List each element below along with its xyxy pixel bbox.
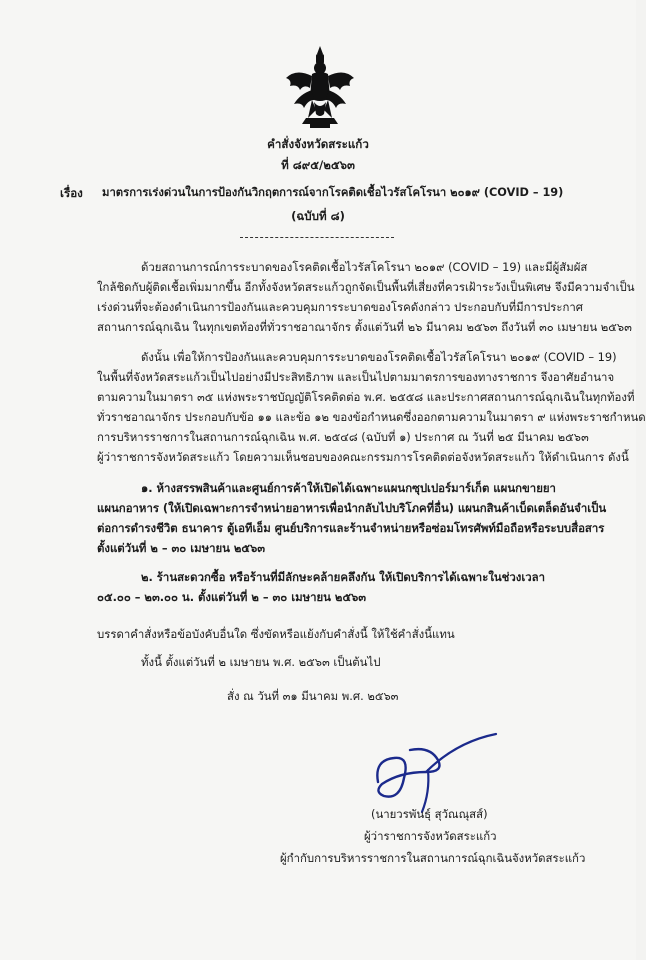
order-title: คำสั่งจังหวัดสระแก้ว bbox=[267, 137, 369, 151]
signer-position: ผู้ว่าราชการจังหวัดสระแก้ว bbox=[364, 829, 497, 843]
item-line: ๑. ห้างสรรพสินค้าและศูนย์การค้าให้เปิดได้เฉพาะแผนกซุปเปอร์มาร์เก็ต แผนกขายยา bbox=[141, 481, 556, 495]
order-date: สั่ง ณ วันที่ ๓๑ มีนาคม พ.ศ. ๒๕๖๓ bbox=[227, 689, 399, 703]
signer-name: (นายวรพันธุ์ สุวัณณุสส์) bbox=[371, 807, 488, 821]
item-line: ๐๕.๐๐ – ๒๓.๐๐ น. ตั้งแต่วันที่ ๒ – ๓๐ เมษายน ๒๕๖๓ bbox=[97, 590, 367, 604]
paragraph-line: ด้วยสถานการณ์การระบาดของโรคติดเชื้อไวรัสโคโรนา ๒๐๑๙ (COVID – 19) และมีผู้สัมผัส bbox=[141, 260, 588, 274]
item-line: ต่อการดำรงชีวิต ธนาคาร ตู้เอทีเอ็ม ศูนย์บริการและร้านจำหน่ายหรือซ่อมโทรศัพท์มือถือหรือระบบสื่อสาร bbox=[97, 521, 605, 535]
paragraph-line: สถานการณ์ฉุกเฉิน ในทุกเขตท้องที่ทั่วราชอาณาจักร ตั้งแต่วันที่ ๒๖ มีนาคม ๒๕๖๓ ถึงวันที่ ๓๐ เมษายน ๒๕๖๓ bbox=[97, 320, 632, 334]
item-line: ๒. ร้านสะดวกซื้อ หรือร้านที่มีลักษะคล้ายคลึงกัน ให้เปิดบริการได้เฉพาะในช่วงเวลา bbox=[141, 570, 546, 584]
paragraph-line: ในพื้นที่จังหวัดสระแก้วเป็นไปอย่างมีประสิทธิภาพ และเป็นไปตามมาตรการของทางราชการ จึงอาศัยอำนาจ bbox=[97, 370, 615, 384]
paragraph-line: ใกล้ชิดกับผู้ติดเชื้อเพิ่มมากขึ้น อีกทั้งจังหวัดสระแก้วถูกจัดเป็นพื้นที่เสี่ยงที่ควรเฝ้าระวังเป็นพิเศษ จึงมีความจำเป็น bbox=[97, 280, 635, 294]
paragraph-2 bbox=[97, 347, 646, 467]
item-2 bbox=[97, 567, 573, 607]
order-number: ที่ ๘๙๕/๒๕๖๓ bbox=[281, 158, 355, 172]
paragraph-line: การบริหารราชการในสถานการณ์ฉุกเฉิน พ.ศ. ๒๕๔๘ (ฉบับที่ ๑) ประกาศ ณ วันที่ ๒๕ มีนาคม ๒๕๖๓ bbox=[97, 430, 589, 444]
paragraph-1 bbox=[97, 257, 635, 337]
paragraph-line: ผู้ว่าราชการจังหวัดสระแก้ว โดยความเห็นชอบของคณะกรรมการโรคติดต่อจังหวัดสระแก้ว ให้ดำเนินการ ดังนี้ bbox=[97, 450, 629, 464]
item-line: แผนกอาหาร (ให้เปิดเฉพาะการจำหน่ายอาหารเพื่อนำกลับไปบริโภคที่อื่น) แผนกสินค้าเบ็ดเตล็ดอันจำเป็น bbox=[97, 501, 607, 515]
paragraph-3: บรรดาคำสั่งหรือข้อบังคับอื่นใด ซึ่งขัดหรือแย้งกับคำสั่งนี้ ให้ใช้คำสั่งนี้แทน bbox=[97, 627, 455, 641]
paragraph-4: ทั้งนี้ ตั้งแต่วันที่ ๒ เมษายน พ.ศ. ๒๕๖๓ เป็นต้นไป bbox=[141, 655, 381, 669]
signer-position-emergency: ผู้กำกับการบริหารราชการในสถานการณ์ฉุกเฉินจังหวัดสระแก้ว bbox=[280, 851, 586, 865]
edition-label: (ฉบับที่ ๘) bbox=[291, 209, 345, 223]
paragraph-line: เร่งด่วนที่จะต้องดำเนินการป้องกันและควบคุมการระบาดของโรคดังกล่าว ประกอบกับที่มีการประกาศ bbox=[97, 300, 583, 314]
paragraph-line: ตามความในมาตรา ๓๕ แห่งพระราชบัญญัติโรคติดต่อ พ.ศ. ๒๕๕๘ และประกาศสถานการณ์ฉุกเฉินในทุกท้องที่ bbox=[97, 390, 635, 404]
handwritten-signature bbox=[370, 720, 510, 815]
header-divider bbox=[240, 237, 394, 238]
subject-prefix: เรื่อง bbox=[60, 186, 83, 200]
subject-text: มาตรการเร่งด่วนในการป้องกันวิกฤตการณ์จากโรคติดเชื้อไวรัสโคโรนา ๒๐๑๙ (COVID – 19) bbox=[102, 186, 564, 199]
item-line: ตั้งแต่วันที่ ๒ – ๓๐ เมษายน ๒๕๖๓ bbox=[97, 541, 266, 555]
item-1 bbox=[97, 478, 607, 558]
paragraph-line: ทั่วราชอาณาจักร ประกอบกับข้อ ๑๑ และข้อ ๑๒ ของข้อกำหนดซึ่งออกตามความในมาตรา ๙ แห่งพระราชกำหนด bbox=[97, 410, 646, 424]
garuda-emblem-icon bbox=[282, 44, 358, 130]
paragraph-line: ดังนั้น เพื่อให้การป้องกันและควบคุมการระบาดของโรคติดเชื้อไวรัสโคโรนา ๒๐๑๙ (COVID – 19) bbox=[141, 350, 617, 364]
